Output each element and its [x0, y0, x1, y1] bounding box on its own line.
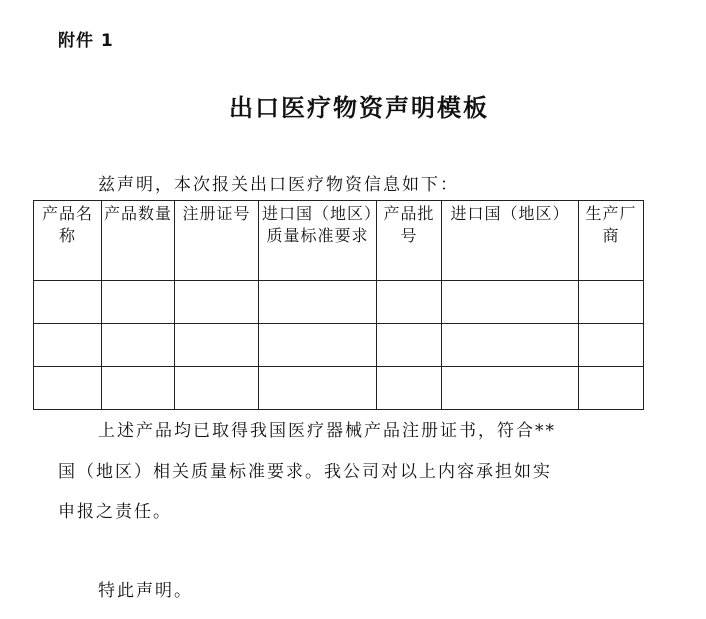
table-cell [175, 281, 259, 324]
table-cell [442, 367, 579, 410]
table-cell [102, 324, 175, 367]
table-cell [175, 367, 259, 410]
table-cell [442, 324, 579, 367]
statement-line-3: 申报之责任。 [58, 502, 172, 522]
closing-text: 特此声明。 [98, 581, 193, 601]
table-row [34, 281, 644, 324]
table-row [34, 367, 644, 410]
intro-text: 兹声明，本次报关出口医疗物资信息如下： [98, 175, 459, 195]
table-cell [579, 324, 644, 367]
table-cell [102, 367, 175, 410]
table-header-row [34, 201, 644, 281]
table-cell [175, 324, 259, 367]
table-cell [579, 281, 644, 324]
header-import-country-quality-standard: 进口国（地区）质量标准要求 [259, 201, 377, 281]
table-cell [377, 281, 442, 324]
header-import-country: 进口国（地区） [442, 201, 579, 281]
header-product-batch-number: 产品批号 [377, 201, 442, 281]
document-title: 出口医疗物资声明模板 [229, 94, 489, 122]
table-cell [259, 367, 377, 410]
table-cell [579, 367, 644, 410]
product-info-table [33, 200, 644, 410]
table-cell [259, 324, 377, 367]
header-product-quantity: 产品数量 [102, 201, 175, 281]
header-manufacturer: 生产厂商 [579, 201, 644, 281]
table-row [34, 324, 644, 367]
table-cell [102, 281, 175, 324]
table-cell [377, 367, 442, 410]
statement-line-2: 国（地区）相关质量标准要求。我公司对以上内容承担如实 [58, 462, 552, 482]
statement-line-1: 上述产品均已取得我国医疗器械产品注册证书，符合** [98, 421, 556, 441]
table-cell [34, 367, 102, 410]
table-cell [377, 324, 442, 367]
table-cell [259, 281, 377, 324]
header-registration-number: 注册证号 [175, 201, 259, 281]
table-cell [34, 324, 102, 367]
attachment-label: 附件 1 [58, 31, 114, 51]
table-cell [442, 281, 579, 324]
header-product-name: 产品名称 [34, 201, 102, 281]
table-cell [34, 281, 102, 324]
